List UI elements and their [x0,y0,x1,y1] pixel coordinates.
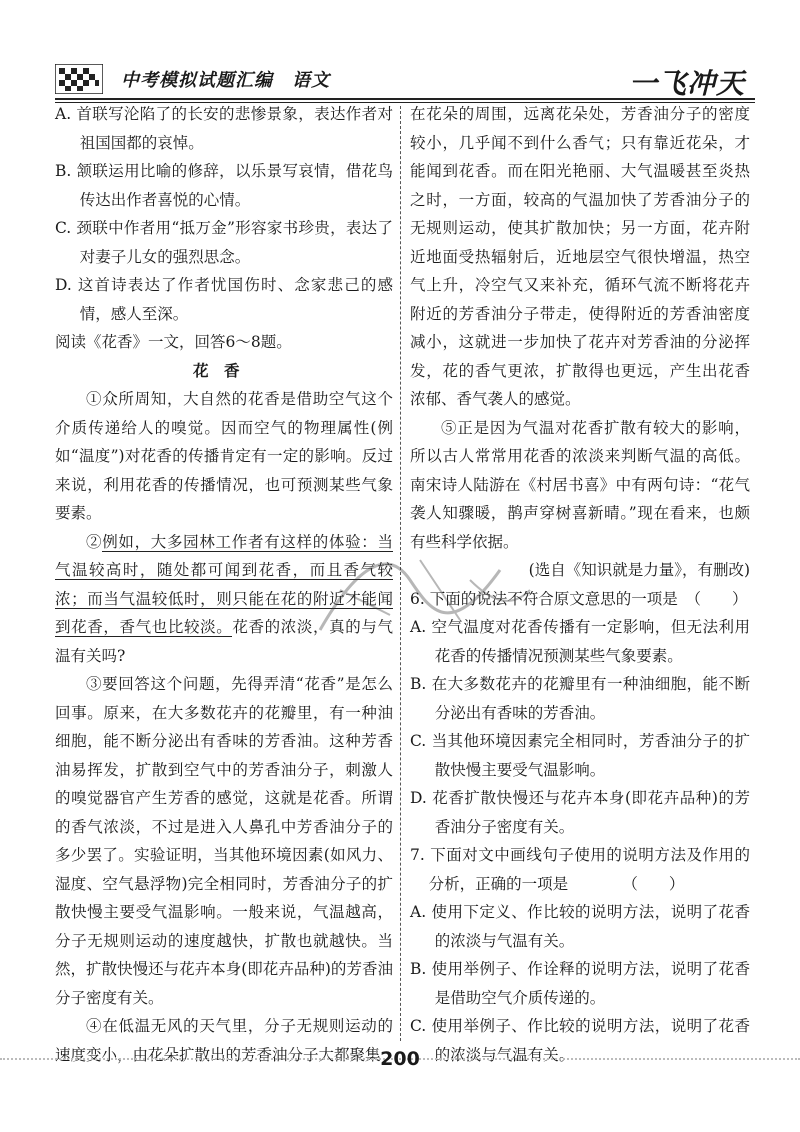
question-7-option-c: C. 使用举例子、作比较的说明方法，说明了花香的浓淡与气温有关。 [410,1017,750,1064]
paragraph-2 [55,528,393,671]
brand-logo-text: 一飞冲天 [628,67,745,100]
paragraph-2-number: ② [86,532,103,551]
paragraph-2-tail: 花香的浓淡，真的与气温有关吗? [55,618,393,665]
question-6-option-c: C. 当其他环境因素完全相同时，芳香油分子的扩散快慢主要受气温影响。 [410,732,750,779]
poem-option-c: C. 颈联中作者用“抵万金”形容家书珍贵，表达了对妻子儿女的强烈思念。 [55,219,393,266]
source-note: (选自《知识就是力量》，有删改) [528,561,750,579]
underlined-sentence: 例如，大多园林工作者有这样的体验：当气温较高时，随处都可闻到花香，而且香气较浓；而当气温较低时，则只能在花的附近才能闻到花香，香气也比较淡。 [55,532,393,636]
page-number: 200 [380,1048,420,1070]
poem-option-b: B. 颔联运用比喻的修辞，以乐景写哀情，借花鸟传达出作者喜悦的心情。 [55,162,393,209]
series-title: 中考模拟试题汇编 语文 [121,70,330,91]
column-divider [400,106,401,1041]
paragraph-3: ③要回答这个问题，先得弄清“花香”是怎么回事。原来，在大多数花卉的花瓣里，有一种油细胞，能不断分泌出有香味的芳香油。这种芳香油易挥发，扩散到空气中的芳香油分子，刺激人的嗅觉器官产生芳香的感觉，这就是花香。所谓的香气浓淡，不过是进入人鼻孔中芳香油分子的多少罢了。实验证明，当其他环境因素(如风力、湿度、空气悬浮物)完全相同时，芳香油分子的扩散快慢主要受气温影响。一般来说，气温越高，分子无规则运动的速度越快，扩散也就越快。当然，扩散快慢还与花卉本身(即花卉品种)的芳香油分子密度有关。 [55,675,393,1007]
question-7: 7. 下面对文中画线句子使用的说明方法及作用的分析，正确的一项是 （ ） [410,846,750,893]
question-6: 6. 下面的说法不符合原文意思的一项是 （ ） [410,589,748,608]
page-header [55,62,755,98]
checkered-logo-icon [55,64,103,94]
question-6-option-a: A. 空气温度对花香传播有一定影响，但无法利用花香的传播情况预测某些气象要素。 [410,618,750,665]
paragraph-4-continued: 在花朵的周围，远离花朵处，芳香油分子的密度较小，几乎闻不到什么香气；只有靠近花朵，才能闻到花香。而在阳光艳丽、大气温暖甚至炎热之时，一方面，较高的气温加快了芳香油分子的无规则运动，使其扩散加快；另一方面，花卉附近地面受热辐射后，近地层空气很快增温，热空气上升，冷空气又来补充，循环气流不断将花卉附近的芳香油分子带走，使得附近的芳香油密度减小，这就进一步加快了花卉对芳香油的分泌挥发，花的香气更浓，扩散得也更远，产生出花香浓郁、香气袭人的感觉。 [410,105,750,408]
right-column [410,100,750,1069]
paragraph-1: ①众所周知，大自然的花香是借助空气这个介质传递给人的嗅觉。因而空气的物理属性(例如“温度”)对花香的传播肯定有一定的影响。反过来说，利用花香的传播情况，也可预测某些气象要素。 [55,390,393,522]
question-6-option-d: D. 花香扩散快慢还与花卉本身(即花卉品种)的芳香油分子密度有关。 [410,789,750,836]
left-column [55,100,393,1069]
paragraph-4: ④在低温无风的天气里，分子无规则运动的速度变小，由花朵扩散出的芳香油分子大都聚集 [55,1017,393,1064]
reading-intro: 阅读《花香》一文，回答6～8题。 [55,333,292,351]
poem-option-d: D. 这首诗表达了作者忧国伤时、念家悲己的感情，感人至深。 [55,276,393,323]
question-6-option-b: B. 在大多数花卉的花瓣里有一种油细胞，能不断分泌出有香味的芳香油。 [410,675,750,722]
question-7-option-b: B. 使用举例子、作诠释的说明方法，说明了花香是借助空气介质传递的。 [410,960,750,1007]
question-7-option-a: A. 使用下定义、作比较的说明方法，说明了花香的浓淡与气温有关。 [410,903,750,950]
essay-title: 花香 [192,360,255,380]
poem-option-a: A. 首联写沦陷了的长安的悲惨景象，表达作者对祖国国都的哀悼。 [55,105,393,152]
paragraph-5: ⑤正是因为气温对花香扩散有较大的影响，所以古人常常用花香的浓淡来判断气温的高低。南宋诗人陆游在《村居书喜》中有两句诗：“花气袭人知骤暖，鹊声穿树喜新晴。”现在看来，也颇有些科学依据。 [410,418,750,551]
